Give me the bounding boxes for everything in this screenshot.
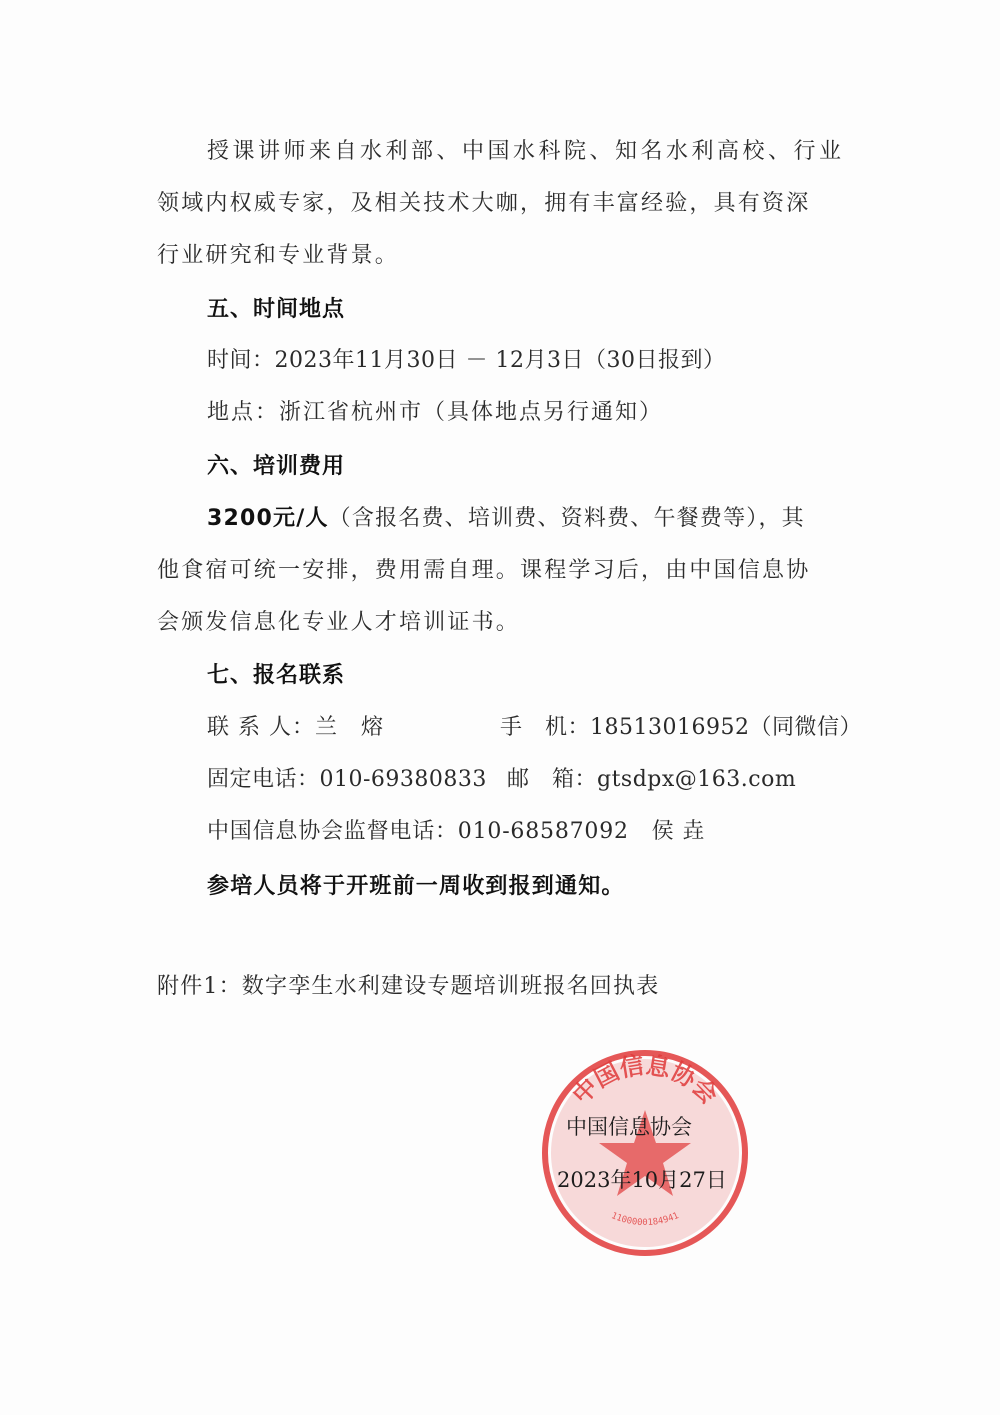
attachment-link[interactable]: 附件1：数字孪生水利建设专题培训班报名回执表: [157, 974, 660, 999]
supervision-phone: 中国信息协会监督电话：010-68587092 侯 垚: [207, 819, 705, 844]
place-line: 地点：浙江省杭州市（具体地点另行通知）: [207, 400, 664, 425]
instructors-line-3: 行业研究和专业背景。: [157, 243, 400, 268]
fee-line-1: [207, 504, 805, 534]
landline-phone: 固定电话：010-69380833: [207, 767, 487, 792]
fee-line-3: 会颁发信息化专业人才培训证书。: [157, 610, 521, 635]
mobile-phone: 手 机：18513016952（同微信）: [500, 715, 862, 740]
instructors-line-1: 授课讲师来自水利部、中国水科院、知名水利高校、行业: [207, 139, 845, 164]
email: 邮 箱：gtsdpx@163.com: [507, 767, 797, 792]
signature-date: 2023年10月27日: [557, 1168, 727, 1192]
instructors-line-2: 领域内权威专家，及相关技术大咖，拥有丰富经验，具有资深: [157, 191, 811, 216]
seal-arc-text: 中国信息协会: [566, 1051, 724, 1110]
section-6-heading: 六、培训费用: [207, 454, 346, 479]
fee-details: （含报名费、培训费、资料费、午餐费等），其: [328, 506, 805, 531]
seal-number: 1100000184941: [609, 1211, 681, 1229]
official-seal: [540, 1048, 750, 1258]
fee-line-2: 他食宿可统一安排，费用需自理。课程学习后，由中国信息协: [157, 558, 811, 583]
seal-graphic: [540, 1048, 750, 1258]
section-7-heading: 七、报名联系: [207, 663, 346, 688]
signature-organization: 中国信息协会: [566, 1115, 692, 1139]
contact-person: 联 系 人：兰 熔: [207, 715, 384, 740]
report-notice: 参培人员将于开班前一周收到报到通知。: [207, 874, 625, 899]
time-line: 时间：2023年11月30日 － 12月3日（30日报到）: [207, 348, 726, 373]
fee-amount: 3200元/人: [207, 506, 329, 531]
section-5-heading: 五、时间地点: [207, 297, 346, 322]
